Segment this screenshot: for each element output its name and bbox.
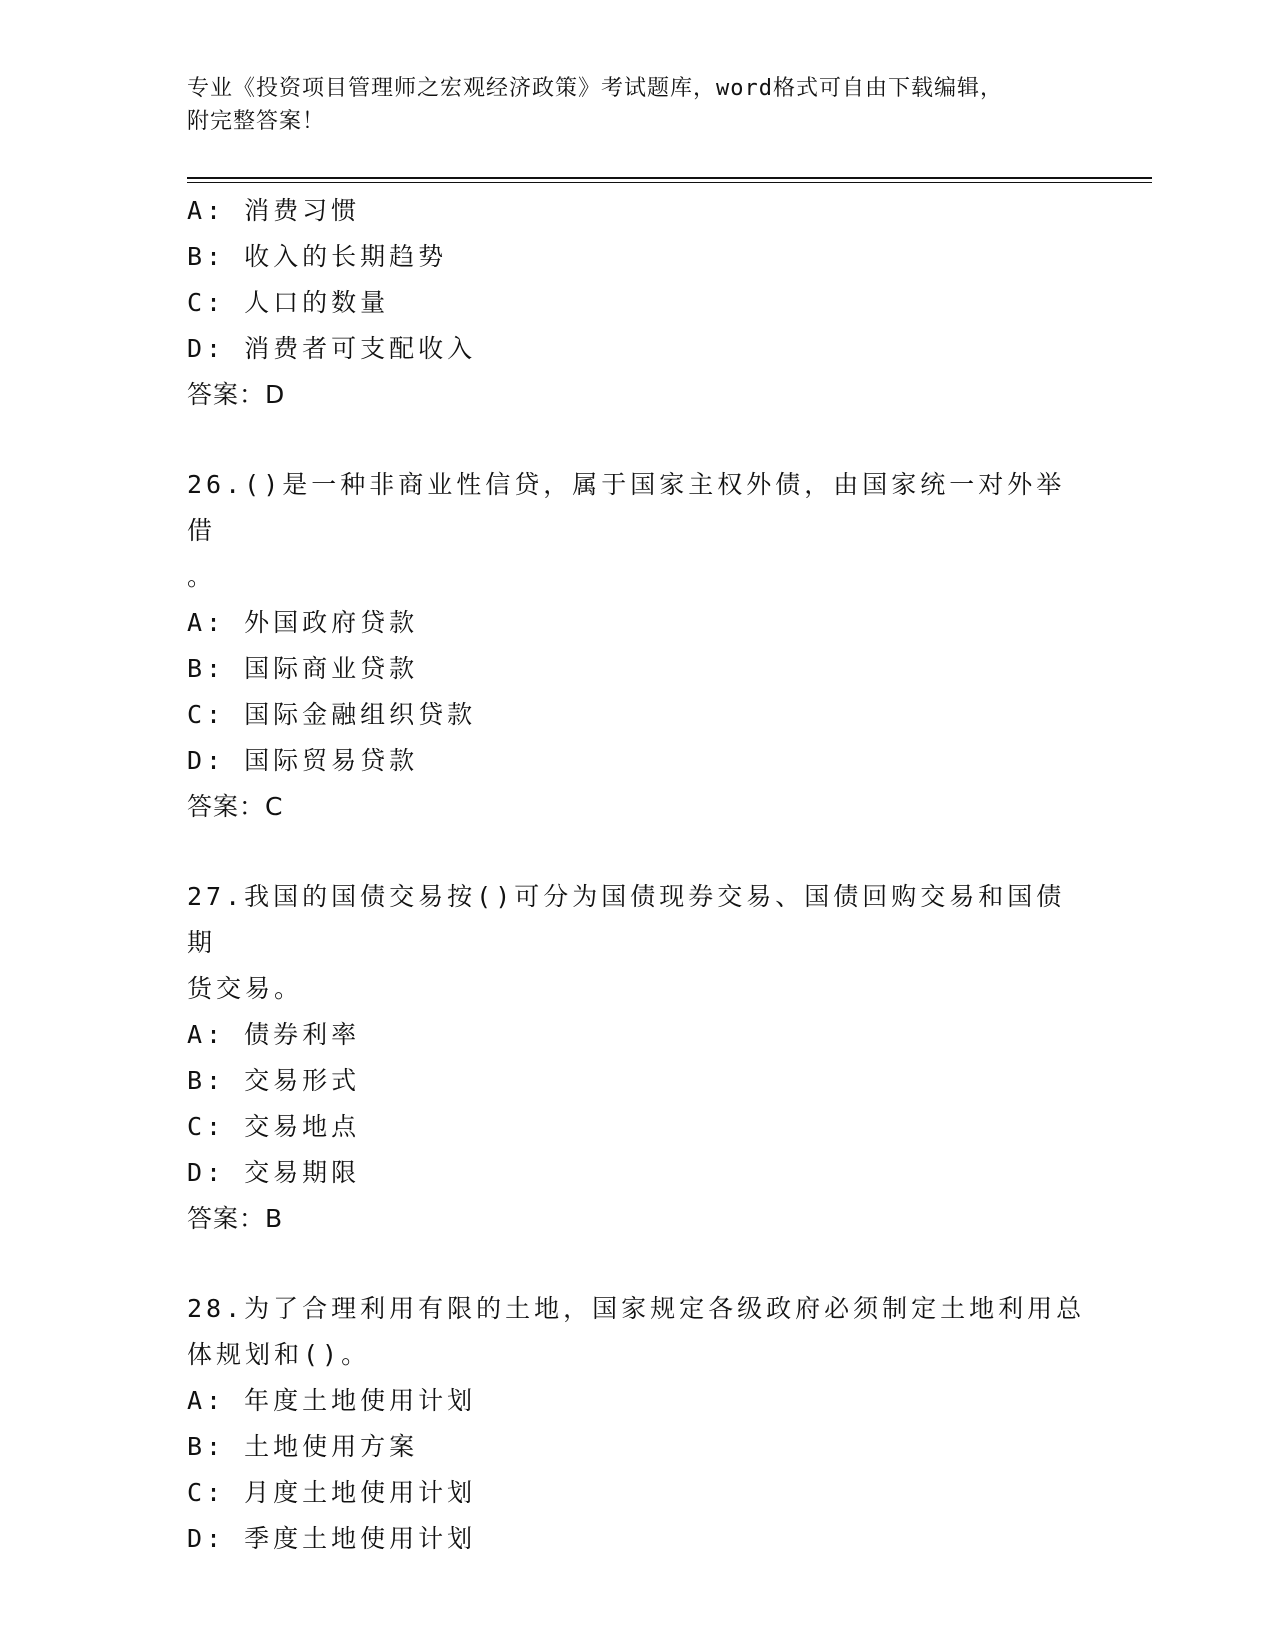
option-c: C: 月度土地使用计划 [187, 1478, 477, 1507]
header-divider-thin [187, 182, 1152, 183]
document-header [187, 72, 1087, 138]
header-line-1: 专业《投资项目管理师之宏观经济政策》考试题库，word格式可自由下载编辑， [187, 76, 1003, 101]
question-list [187, 188, 1087, 1562]
header-divider-thick [187, 177, 1152, 179]
option-c: C: 国际金融组织贷款 [187, 700, 477, 729]
spacer [187, 418, 1087, 462]
option-d: D: 国际贸易贷款 [187, 746, 419, 775]
option-d: D: 季度土地使用计划 [187, 1524, 477, 1553]
question-text-line-2: 体规划和()。 [187, 1340, 371, 1369]
option-a: A: 消费习惯 [187, 196, 361, 225]
question-text-line-1: 28.为了合理利用有限的土地，国家规定各级政府必须制定土地利用总 [187, 1294, 1086, 1323]
question-26 [187, 462, 1087, 830]
answer-line: 答案：D [187, 380, 286, 409]
header-line-2: 附完整答案！ [187, 109, 326, 134]
option-a: A: 年度土地使用计划 [187, 1386, 477, 1415]
spacer [187, 1242, 1087, 1286]
question-text-line-2: 货交易。 [187, 974, 304, 1003]
option-b: B: 土地使用方案 [187, 1432, 419, 1461]
option-d: D: 消费者可支配收入 [187, 334, 477, 363]
option-a: A: 债券利率 [187, 1020, 361, 1049]
option-d: D: 交易期限 [187, 1158, 361, 1187]
spacer [187, 830, 1087, 874]
answer-line: 答案：B [187, 1204, 284, 1233]
option-c: C: 交易地点 [187, 1112, 361, 1141]
answer-line: 答案：C [187, 792, 284, 821]
option-b: B: 收入的长期趋势 [187, 242, 448, 271]
option-c: C: 人口的数量 [187, 288, 390, 317]
option-a: A: 外国政府贷款 [187, 608, 419, 637]
question-text-line-1: 27.我国的国债交易按()可分为国债现券交易、国债回购交易和国债期 [187, 882, 1066, 957]
question-25 [187, 188, 1087, 418]
option-b: B: 国际商业贷款 [187, 654, 419, 683]
question-text-line-1: 26.()是一种非商业性信贷，属于国家主权外债，由国家统一对外举借 [187, 470, 1066, 545]
question-text-line-2: 。 [187, 562, 217, 591]
question-28 [187, 1286, 1087, 1562]
question-27 [187, 874, 1087, 1242]
option-b: B: 交易形式 [187, 1066, 361, 1095]
